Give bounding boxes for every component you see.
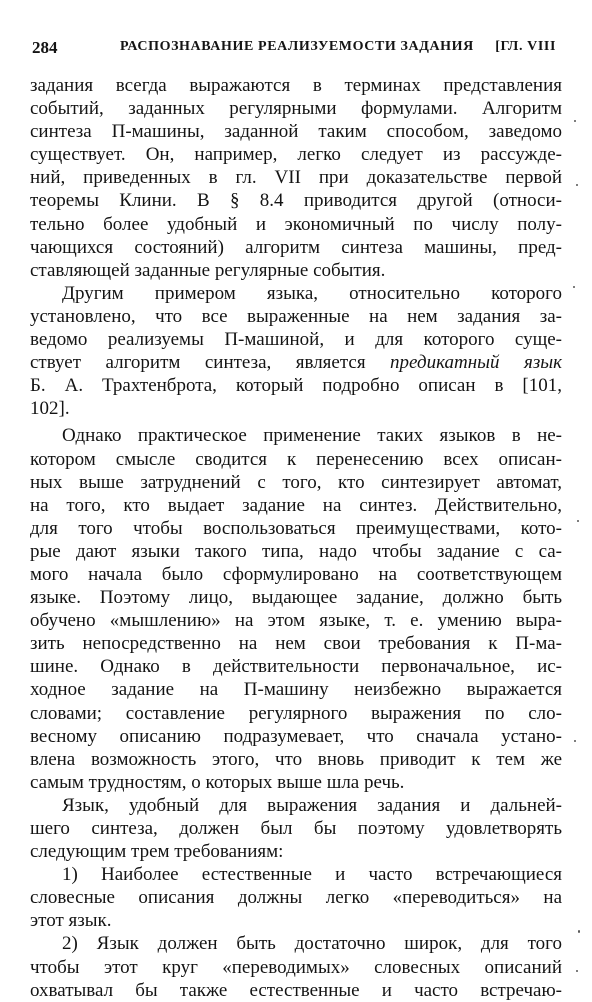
body-text (30, 74, 562, 1002)
list-item-line: 1) Наиболее естественные и часто встречающиеся (62, 864, 562, 886)
scan-speck (574, 740, 576, 742)
text-line: рые дают языки такого типа, надо чтобы задание с са- (30, 540, 562, 562)
text-line: задания всегда выражаются в терминах представления (30, 75, 562, 96)
text-line: для того чтобы воспользоваться преимуществами, кото- (30, 517, 562, 539)
text-line: мого начала было сформулировано на соответствующем (30, 563, 562, 585)
text-line: шине. Однако в действительности первоначальное, ис- (30, 656, 562, 678)
text-line: синтеза П-машины, заданной таким способом, заведомо (30, 121, 562, 143)
text-line: следующим трем требованиям: (30, 841, 284, 863)
text-line: ставляющей заданные регулярные события. (30, 259, 386, 281)
paragraph-start-line: Однако практическое применение таких языков в не- (62, 425, 562, 447)
running-head (32, 38, 556, 60)
text-line: тельно более удобный и экономичный по числу полу- (30, 213, 562, 235)
text-line: весному описанию подразумевает, что сначала устано- (30, 725, 562, 747)
text-line: установлено, что все выраженные на нем задания за- (30, 305, 562, 327)
text-line: влена возможность этого, что вновь приводит к тем же (30, 748, 562, 770)
text-line: чающихся состояний) алгоритм синтеза машины, пред- (30, 236, 562, 258)
text-line: самым трудностям, о которых выше шла речь. (30, 771, 405, 793)
paragraph-start-line: Язык, удобный для выражения задания и дальней- (62, 794, 562, 816)
chapter-reference: [ГЛ. VIII (495, 39, 556, 54)
text-line: теоремы Клини. В § 8.4 приводится другой (относи- (30, 190, 562, 212)
text-line: обучено «мышлению» на этом языке, т. е. умению выра- (30, 610, 562, 632)
scan-speck (576, 184, 578, 186)
text-line: ний, приведенных в гл. VII при доказательстве первой (30, 167, 562, 189)
text-line: 102]. (30, 398, 70, 420)
text-line-with-emphasis (30, 351, 562, 374)
text-line: котором смысле сводится к перенесению всех описан- (30, 448, 562, 470)
running-title: РАСПОЗНАВАНИЕ РЕАЛИЗУЕМОСТИ ЗАДАНИЯ (120, 39, 474, 54)
text-line: зить непосредственно на нем свои требования к П-ма- (30, 633, 562, 655)
text-line: этот язык. (30, 910, 112, 932)
scan-speck (577, 520, 579, 522)
page-number: 284 (32, 38, 58, 57)
scan-speck (574, 120, 576, 122)
text-line: словами; составление регулярного выражения по сло- (30, 702, 562, 724)
text-line: ведомо реализуемы П-машиной, и для которого суще- (30, 329, 562, 351)
scan-speck (573, 286, 575, 288)
text-line: ходное задание на П-машину неизбежно выражается (30, 679, 562, 701)
list-item-line: 2) Язык должен быть достаточно широк, для того (62, 933, 562, 955)
text-line: на того, кто выдает задание на синтез. Действительно, (30, 494, 562, 516)
text-line: языке. Поэтому лицо, выдающее задание, должно быть (30, 587, 562, 609)
line-text: ствует алгоритм синтеза, является (30, 352, 366, 374)
scan-speck (576, 970, 578, 972)
italic-term: предикатный язык (390, 352, 563, 374)
text-line: событий, заданных регулярными формулами. Алгоритм (30, 98, 562, 120)
scan-speck (578, 930, 580, 933)
text-line: шего синтеза, должен был бы поэтому удовлетворять (30, 818, 562, 839)
text-line: охватывал бы также естественные и часто встречаю- (30, 979, 562, 1001)
text-line: существует. Он, например, легко следует из рассужде- (30, 144, 562, 166)
text-line: чтобы этот круг «переводимых» словесных описаний (30, 956, 562, 978)
text-line: ных выше затруднений с того, кто синтезирует автомат, (30, 471, 562, 493)
paragraph-start-line: Другим примером языка, относительно которого (62, 282, 562, 304)
text-line: словесные описания должны легко «переводиться» на (30, 887, 562, 909)
text-line: Б. А. Трахтенброта, который подробно описан в [101, (30, 375, 562, 397)
